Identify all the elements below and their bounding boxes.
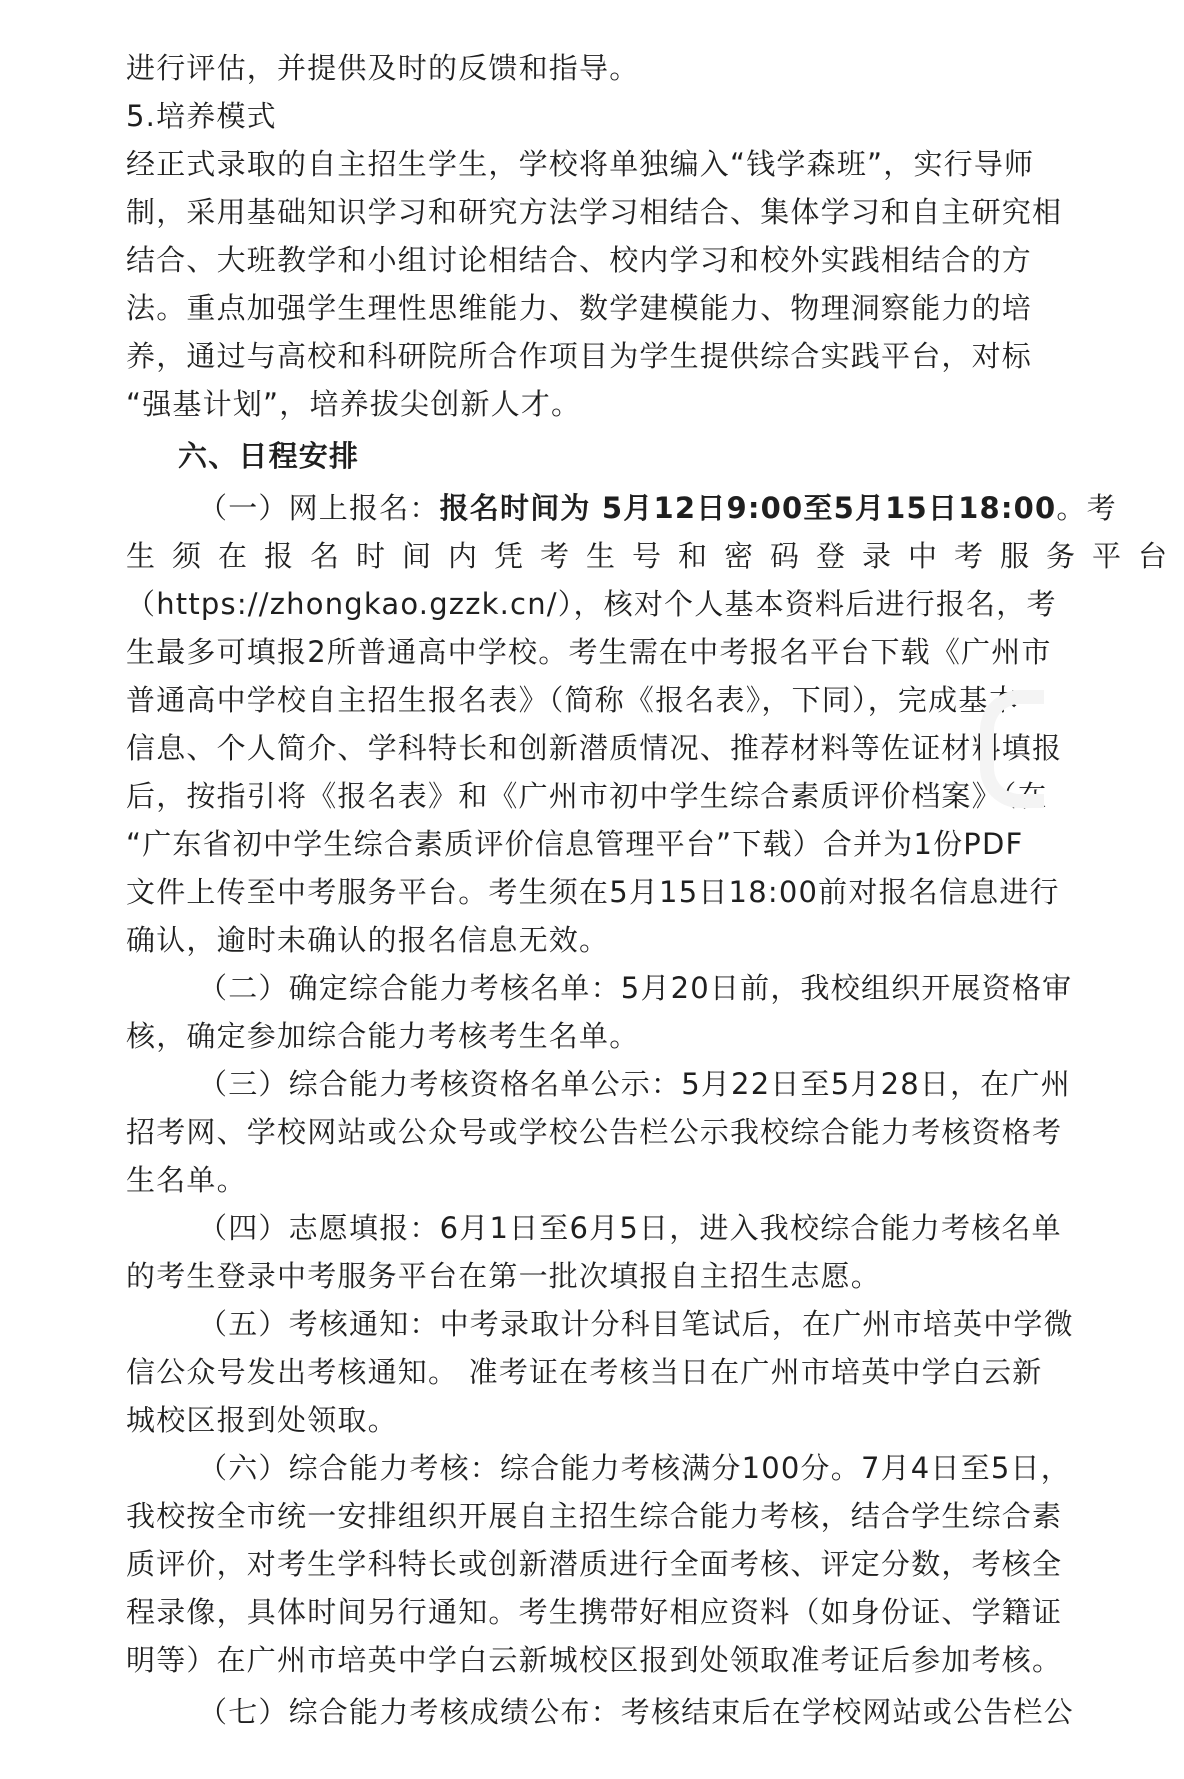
- text-line: 经正式录取的自主招生学生，学校将单独编入“钱学森班”，实行导师: [126, 147, 1035, 181]
- text-line: 结合、大班教学和小组讨论相结合、校内学习和校外实践相结合的方: [126, 243, 1033, 277]
- faint-watermark-mark: [980, 690, 1044, 808]
- text-line: 质评价，对考生学科特长或创新潜质进行全面考核、评定分数，考核全: [126, 1547, 1063, 1581]
- text-line: 信公众号发出考核通知。 准考证在考核当日在广州市培英中学白云新: [126, 1355, 1043, 1389]
- text-line: 生名单。: [126, 1163, 247, 1197]
- text-line: 普通高中学校自主招生报名表》（简称《报名表》，下同），完成基本: [126, 683, 1019, 717]
- text-line: 进行评估，并提供及时的反馈和指导。: [126, 51, 640, 85]
- text-line: （六）综合能力考核：综合能力考核满分100分。7月4日至5日，: [198, 1451, 1071, 1485]
- item1-tail: 。考: [1056, 491, 1117, 525]
- text-line: 生最多可填报2所普通高中学校。考生需在中考报名平台下载《广州市: [126, 635, 1052, 669]
- text-line: 明等）在广州市培英中学白云新城校区报到处领取准考证后参加考核。: [126, 1643, 1063, 1677]
- text-line: 文件上传至中考服务平台。考生须在5月15日18:00前对报名信息进行: [126, 875, 1060, 909]
- text-line: 核，确定参加综合能力考核考生名单。: [126, 1019, 640, 1053]
- text-line: （二）确定综合能力考核名单：5月20日前，我校组织开展资格审: [198, 971, 1073, 1005]
- text-line: “广东省初中学生综合素质评价信息管理平台”下载）合并为1份PDF: [126, 827, 1024, 861]
- text-line: 我校按全市统一安排组织开展自主招生综合能力考核，结合学生综合素: [126, 1499, 1063, 1533]
- text-line: 程录像，具体时间另行通知。考生携带好相应资料（如身份证、学籍证: [126, 1595, 1063, 1629]
- text-line: （https://zhongkao.gzzk.cn/），核对个人基本资料后进行报名，考: [126, 587, 1057, 621]
- item1-lead: （一）网上报名：: [198, 491, 440, 525]
- text-line: （三）综合能力考核资格名单公示：5月22日至5月28日，在广州: [198, 1067, 1071, 1101]
- text-line: 法。重点加强学生理性思维能力、数学建模能力、物理洞察能力的培: [126, 291, 1033, 325]
- text-line: 信息、个人简介、学科特长和创新潜质情况、推荐材料等佐证材料填报: [126, 731, 1063, 765]
- text-line: 的考生登录中考服务平台在第一批次填报自主招生志愿。: [126, 1259, 882, 1293]
- text-line: 生须在报名时间内凭考生号和密码登录中考服务平台: [126, 539, 1184, 573]
- text-line: （七）综合能力考核成绩公布：考核结束后在学校网站或公告栏公: [198, 1695, 1074, 1729]
- text-line: 后，按指引将《报名表》和《广州市初中学生综合素质评价档案》（在: [126, 779, 1048, 813]
- text-line: 招考网、学校网站或公众号或学校公告栏公示我校综合能力考核资格考: [126, 1115, 1063, 1149]
- text-line: （五）考核通知：中考录取计分科目笔试后，在广州市培英中学微: [198, 1307, 1074, 1341]
- item1-first-line: [198, 484, 1117, 532]
- section-heading-5: 5.培养模式: [126, 99, 277, 133]
- item1-registration-time: 报名时间为 5月12日9:00至5月15日18:00: [439, 491, 1057, 525]
- text-line: 制，采用基础知识学习和研究方法学习相结合、集体学习和自主研究相: [126, 195, 1063, 229]
- text-line: 确认，逾时未确认的报名信息无效。: [126, 923, 610, 957]
- section-heading-6: 六、日程安排: [178, 439, 360, 473]
- text-line: “强基计划”，培养拔尖创新人才。: [126, 387, 582, 421]
- text-line: 养，通过与高校和科研院所合作项目为学生提供综合实践平台，对标: [126, 339, 1033, 373]
- text-line: （四）志愿填报：6月1日至6月5日，进入我校综合能力考核名单: [198, 1211, 1062, 1245]
- text-line: 城校区报到处领取。: [126, 1403, 398, 1437]
